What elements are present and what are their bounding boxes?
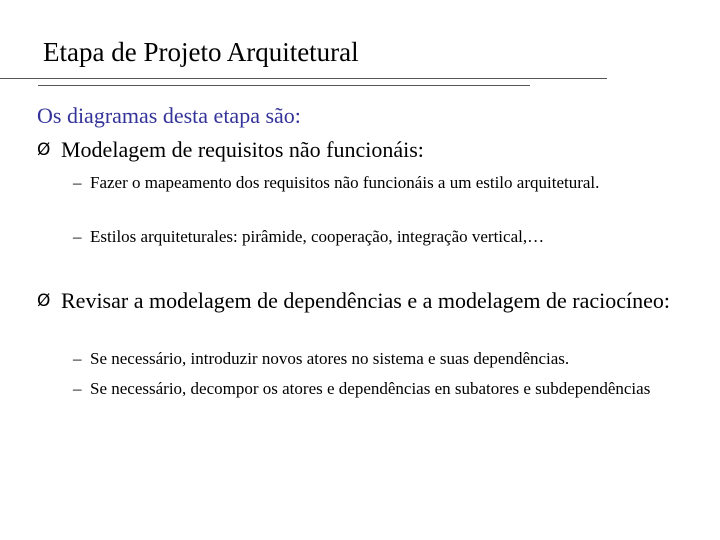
sub-item-2-1 — [73, 348, 673, 370]
bullet-item-1 — [37, 136, 677, 164]
sub-item-text: Se necessário, decompor os atores e dependências en subatores e subdependências — [90, 379, 651, 398]
dash-marker: – — [73, 379, 82, 398]
arrow-bullet-icon: Ø — [37, 140, 51, 160]
bullet-text-1: Modelagem de requisitos não funcionáis: — [61, 137, 424, 162]
arrow-bullet-icon: Ø — [37, 291, 51, 311]
bullet-text-2: Revisar a modelagem de dependências e a modelagem de raciocíneo: — [61, 288, 671, 313]
dash-marker: – — [73, 173, 82, 192]
title-divider-top — [0, 78, 607, 79]
sub-item-1-1 — [73, 172, 673, 194]
title-divider-bottom — [38, 85, 530, 86]
sub-item-text: Estilos arquiteturales: pirâmide, cooperação, integração vertical,… — [90, 227, 545, 246]
intro-text: Os diagramas desta etapa são: — [37, 103, 301, 128]
dash-marker: – — [73, 227, 82, 246]
slide-title: Etapa de Projeto Arquitetural — [43, 37, 359, 67]
dash-marker: – — [73, 349, 82, 368]
sub-item-text: Fazer o mapeamento dos requisitos não funcionáis a um estilo arquitetural. — [90, 173, 600, 192]
sub-item-2-2 — [73, 378, 673, 400]
sub-item-text: Se necessário, introduzir novos atores no sistema e suas dependências. — [90, 349, 570, 368]
bullet-item-2 — [37, 287, 677, 315]
sub-item-1-2 — [73, 226, 673, 248]
